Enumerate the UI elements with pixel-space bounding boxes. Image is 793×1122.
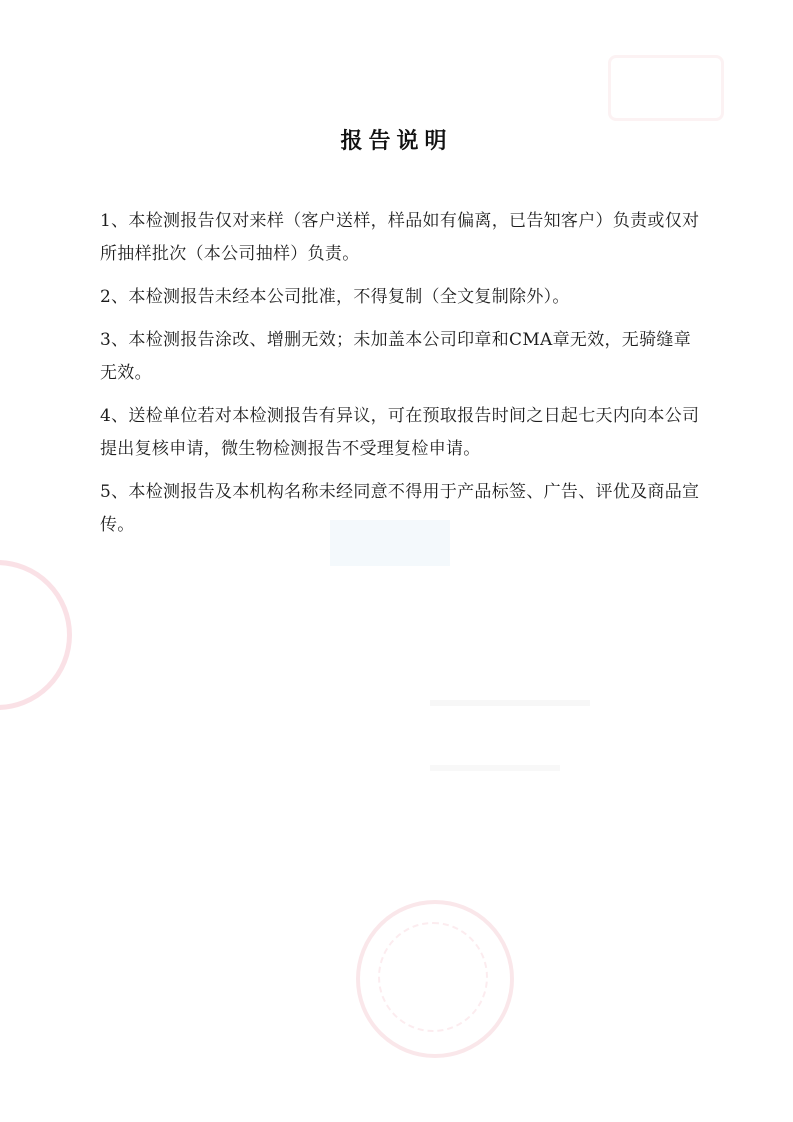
faint-seal-left: [0, 560, 72, 710]
faint-stamp-top-right: [608, 55, 724, 121]
faint-seal-bottom: [356, 900, 514, 1058]
note-item-5: 5、本检测报告及本机构名称未经同意不得用于产品标签、广告、评优及商品宣传。: [100, 482, 700, 535]
note-item-3: 3、本检测报告涂改、增删无效；未加盖本公司印章和CMA章无效，无骑缝章无效。: [100, 330, 692, 383]
note-item-2: 2、本检测报告未经本公司批准，不得复制（全文复制除外）。: [100, 287, 570, 307]
notes-list: [100, 205, 700, 552]
note-item-1: 1、本检测报告仅对来样（客户送样，样品如有偏离，已告知客户）负责或仅对所抽样批次（本公司抽样）负责。: [100, 211, 700, 264]
bleed-through-line: [430, 765, 560, 771]
page-title: 报告说明: [340, 129, 453, 154]
faint-seal-bottom-inner: [378, 922, 488, 1032]
bleed-through-line: [430, 700, 590, 706]
note-item-4: 4、送检单位若对本检测报告有异议，可在预取报告时间之日起七天内向本公司提出复核申请，微生物检测报告不受理复检申请。: [100, 406, 700, 459]
